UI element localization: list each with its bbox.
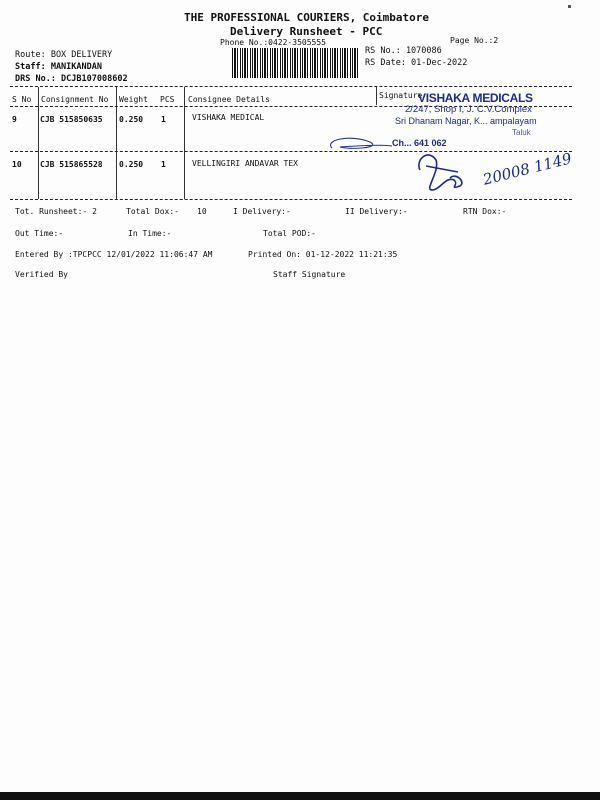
row-2-consignment: CJB 515865528 [40,160,103,169]
col-divider-4 [376,87,377,105]
staff-signature: Staff Signature [273,270,346,279]
company-name: THE PROFESSIONAL COURIERS, Coimbatore [184,11,430,24]
col-divider-2 [116,87,117,199]
row-2-pcs: 1 [161,160,166,169]
row-1-weight: 0.250 [119,115,144,124]
header-weight: Weight [119,95,148,104]
rtn-dox: RTN Dox:- [463,207,507,216]
handwritten-note: 20008 1149 [481,149,574,189]
tot-runsheet: Tot. Runsheet:- 2 [15,207,97,216]
verified-by: Verified By [15,270,68,279]
table-top-rule [10,86,572,87]
row-2-sno: 10 [12,160,22,169]
in-time: In Time:- [128,229,172,238]
total-dox-label: Total Dox:- [126,207,179,216]
drs-number: DRS No.: DCJB107008602 [15,74,128,84]
header-signature: Signature [379,91,423,100]
col-divider-3 [184,87,185,199]
staff-label: Staff: MANIKANDAN [15,62,102,72]
stamp-address-1: 2/247, Shop I, J. C.V.Complex [405,104,532,115]
row-1-pcs: 1 [161,115,166,124]
header-details: Consignee Details [188,95,270,104]
row-2-weight: 0.250 [119,160,144,169]
entered-by: Entered By :TPCPCC 12/01/2022 11:06:47 AM [15,250,213,259]
printed-on: Printed On: 01-12-2022 11:21:35 [248,250,398,259]
row-1-details: VISHAKA MEDICAL [192,113,265,122]
scan-edge [0,792,600,800]
phone-number: Phone No.:0422-3505555 [220,38,326,47]
header-consignment: Consignment No [41,95,109,104]
stamp-address-4: Ch... 641 062 [392,138,447,148]
route-label: Route: BOX DELIVERY [15,50,113,60]
header-sno: S No [12,95,32,104]
scan-speck [568,5,571,8]
document-title: Delivery Runsheet - PCC [230,25,383,38]
total-dox-value: 10 [197,207,207,216]
i-delivery: I Delivery:- [233,207,291,216]
stamp-name: VISHAKA MEDICALS [418,91,533,105]
col-divider-1 [38,87,39,199]
header-pcs: PCS [160,95,175,104]
stamp-address-2: Sri Dhanam Nagar, K... ampalayam [395,116,537,126]
ii-delivery: II Delivery:- [345,207,408,216]
row-1-consignment: CJB 515850635 [40,115,103,124]
barcode [232,48,358,78]
page-number: Page No.:2 [450,36,499,45]
row-2-details: VELLINGIRI ANDAVAR TEX [192,159,298,168]
rs-date: RS Date: 01-Dec-2022 [365,58,468,68]
stamp-address-3: Taluk [512,128,531,137]
total-pod: Total POD:- [263,229,316,238]
rs-number: RS No.: 1070086 [365,46,442,56]
out-time: Out Time:- [15,229,64,238]
row-1-sno: 9 [12,115,17,124]
